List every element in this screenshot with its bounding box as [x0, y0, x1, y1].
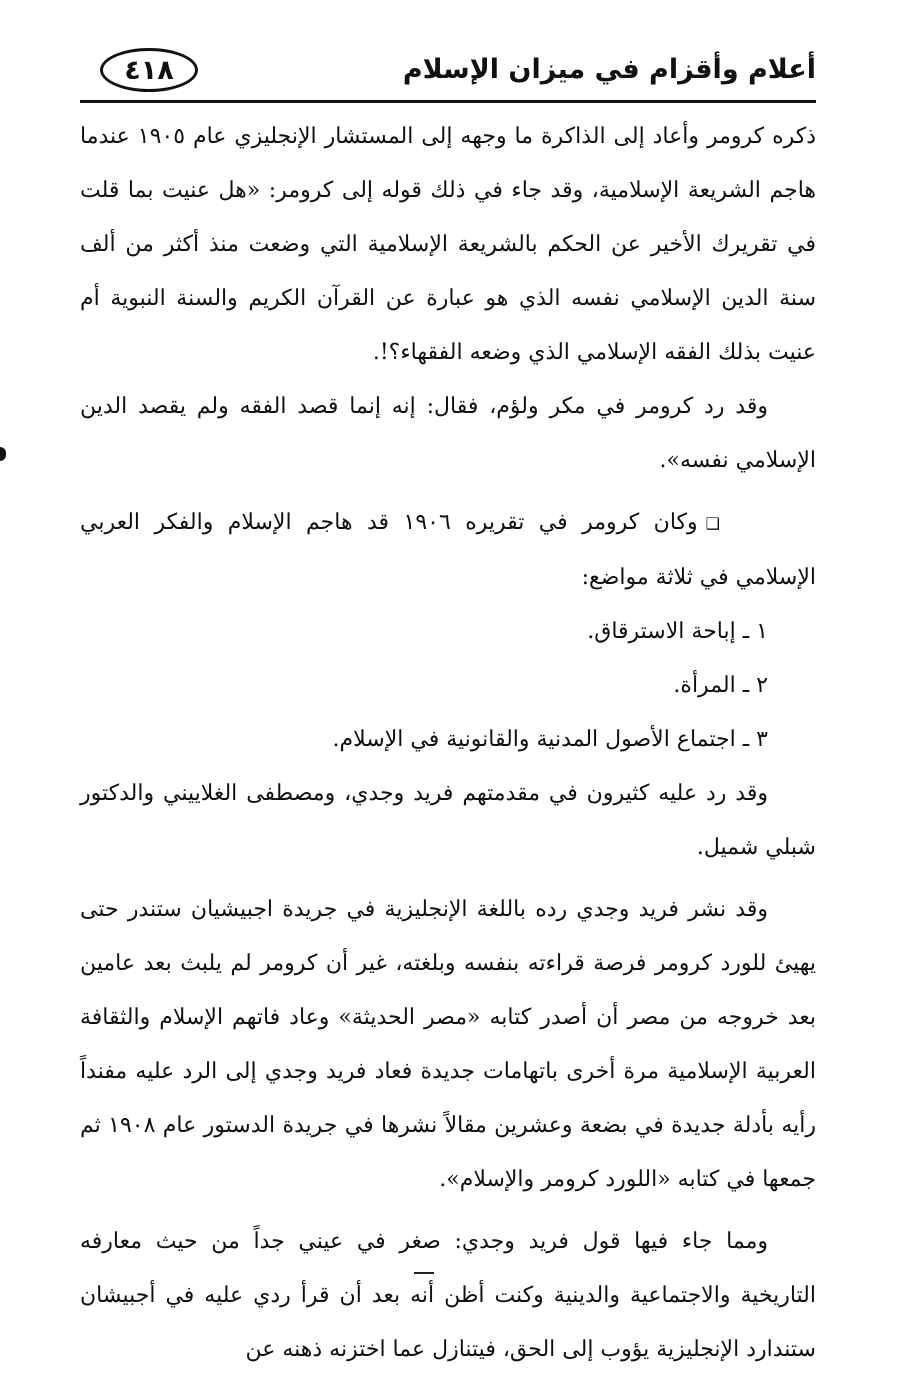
- page-number-text: ٤١٨: [124, 54, 174, 86]
- list-item: ١ ـ إباحة الاسترقاق.: [587, 619, 768, 644]
- paragraph-2: وقد رد كرومر في مكر ولؤم، فقال: إنه إنما قصد الفقه ولم يقصد الدين الإسلامي نفسه».: [80, 394, 816, 473]
- paragraph-3: [80, 496, 816, 605]
- paragraph-4: وقد رد عليه كثيرون في مقدمتهم فريد وجدي، ومصطفى الغلاييني والدكتور شبلي شميل.: [80, 781, 816, 860]
- page-number: [100, 48, 198, 92]
- paragraph-1: ذكره كرومر وأعاد إلى الذاكرة ما وجهه إلى المستشار الإنجليزي عام ١٩٠٥ عندما هاجم الشريعة الإسلامية، وقد جاء في ذلك قوله إلى كرومر: «هل عنيت بما قلت في تقريرك الأخير عن الحكم بالشريعة الإسلامية التي وضعت منذ أكثر من ألف سنة الدين الإسلامي نفسه الذي هو عبارة عن القرآن الكريم والسنة النبوية أم عنيت بذلك الفقه الإسلامي الذي وضعه الفقهاء؟!.: [80, 124, 817, 365]
- paragraph-6: ومما جاء فيها قول فريد وجدي: صغر في عيني جداً من حيث معارفه التاريخية والاجتماعية والدينية وكنت أظن أنه بعد أن قرأ ردي عليه في أجبيشان ستندارد الإنجليزية يؤوب إلى الحق، فيتنازل عما اختزنه ذهنه عن: [80, 1229, 816, 1362]
- running-title: أعلام وأقزام في ميزان الإسلام: [402, 54, 816, 85]
- list-item: ٢ ـ المرأة.: [673, 673, 768, 698]
- page-header: [80, 40, 816, 102]
- section-marker-icon: ❑: [705, 514, 720, 533]
- paragraph-5: وقد نشر فريد وجدي رده باللغة الإنجليزية في جريدة اجبيشيان ستندر حتى يهيئ للورد كرومر فرصة قراءته بنفسه وبلغته، غير أن كرومر لم يلبث بعد عامين بعد خروجه من مصر أن أصدر كتابه «مصر الحديثة» وعاد فاتهم الإسلام والثقافة العربية الإسلامية مرة أخرى باتهامات جديدة فعاد فريد وجدي إلى الرد عليه مفنداً رأيه بأدلة جديدة في بضعة وعشرين مقالاً نشرها في جريدة الدستور عام ١٩٠٨ ثم جمعها في كتابه «اللورد كرومر والإسلام».: [80, 897, 816, 1192]
- header-rule: [80, 100, 816, 103]
- footer-dash: [414, 1272, 434, 1274]
- paragraph-3-text: وكان كرومر في تقريره ١٩٠٦ قد هاجم الإسلام والفكر العربي الإسلامي في ثلاثة مواضع:: [80, 510, 816, 590]
- margin-mark: [0, 447, 6, 461]
- list-item: ٣ ـ اجتماع الأصول المدنية والقانونية في الإسلام.: [332, 727, 768, 752]
- body-text: [80, 110, 816, 1377]
